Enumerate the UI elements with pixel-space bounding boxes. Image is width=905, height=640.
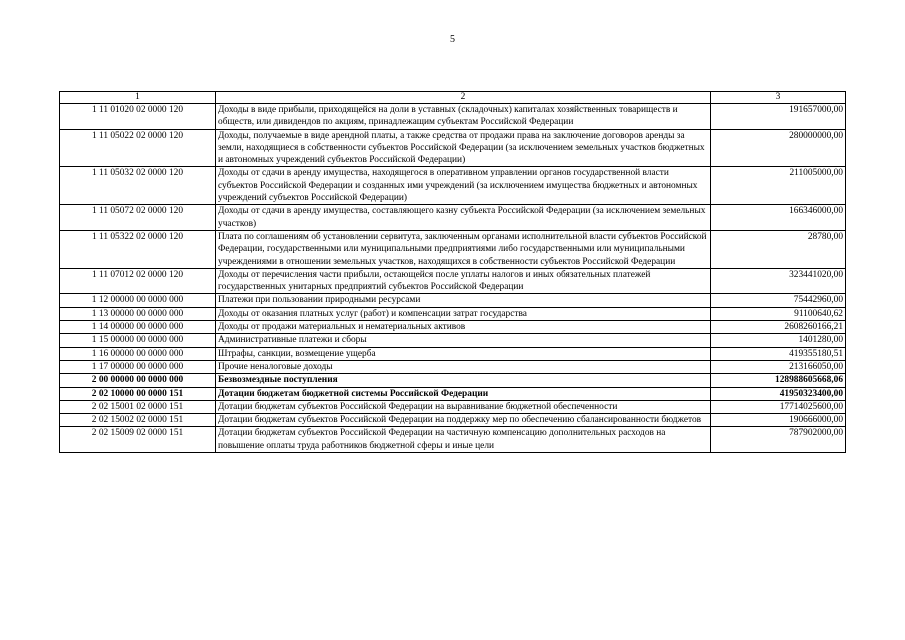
- row-code-cell: 1 13 00000 00 0000 000: [60, 307, 216, 320]
- row-name-cell: Прочие неналоговые доходы: [216, 360, 711, 373]
- row-amount-cell: 17714025600,00: [711, 400, 846, 413]
- table-body: [60, 104, 846, 453]
- row-code-cell: 2 02 15002 02 0000 151: [60, 414, 216, 427]
- row-amount-cell: 75442960,00: [711, 294, 846, 307]
- row-code-cell: 1 17 00000 00 0000 000: [60, 360, 216, 373]
- table-row: [60, 400, 846, 413]
- row-code-cell: 2 02 10000 00 0000 151: [60, 387, 216, 400]
- row-code-cell: 2 00 00000 00 0000 000: [60, 374, 216, 387]
- row-code-cell: 1 16 00000 00 0000 000: [60, 347, 216, 360]
- row-name-cell: Административные платежи и сборы: [216, 334, 711, 347]
- row-amount-cell: 211005000,00: [711, 167, 846, 205]
- row-name-cell: Доходы от сдачи в аренду имущества, находящегося в оперативном управлении органов государственной власти субъектов Российской Федерации и созданных ими учреждений (за исключением имущества бюджетных и автономных учреждений субъектов Российской Федерации): [216, 167, 711, 205]
- table-header-row: [60, 92, 846, 104]
- table-row: [60, 387, 846, 400]
- row-amount-cell: 190666000,00: [711, 414, 846, 427]
- row-amount-cell: 166346000,00: [711, 205, 846, 231]
- row-name-cell: Дотации бюджетам субъектов Российской Федерации на поддержку мер по обеспечению сбалансированности бюджетов: [216, 414, 711, 427]
- row-name-cell: Безвозмездные поступления: [216, 374, 711, 387]
- row-amount-cell: 128988605668,06: [711, 374, 846, 387]
- row-name-cell: Дотации бюджетам субъектов Российской Федерации на частичную компенсацию дополнительных расходов на повышение оплаты труда работников бюджетной сферы и иные цели: [216, 427, 711, 453]
- table-row: [60, 205, 846, 231]
- table-row: [60, 374, 846, 387]
- row-amount-cell: 280000000,00: [711, 129, 846, 167]
- row-code-cell: 2 02 15001 02 0000 151: [60, 400, 216, 413]
- row-name-cell: Доходы, получаемые в виде арендной платы, а также средства от продажи права на заключение договоров аренды за земли, находящиеся в собственности субъектов Российской Федерации (за исключением земельных участков бюджетных и автономных учреждений субъектов Российской Федерации): [216, 129, 711, 167]
- column-header-amount: 3: [711, 92, 846, 104]
- row-code-cell: 1 11 05322 02 0000 120: [60, 230, 216, 268]
- table-row: [60, 427, 846, 453]
- column-header-code: 1: [60, 92, 216, 104]
- row-code-cell: 1 11 07012 02 0000 120: [60, 268, 216, 294]
- row-name-cell: Дотации бюджетам субъектов Российской Федерации на выравнивание бюджетной обеспеченности: [216, 400, 711, 413]
- row-amount-cell: 1401280,00: [711, 334, 846, 347]
- column-header-name: 2: [216, 92, 711, 104]
- row-amount-cell: 191657000,00: [711, 104, 846, 130]
- row-name-cell: Платежи при пользовании природными ресурсами: [216, 294, 711, 307]
- table-row: [60, 268, 846, 294]
- row-code-cell: 2 02 15009 02 0000 151: [60, 427, 216, 453]
- row-amount-cell: 91100640,62: [711, 307, 846, 320]
- table-row: [60, 129, 846, 167]
- row-name-cell: Штрафы, санкции, возмещение ущерба: [216, 347, 711, 360]
- row-code-cell: 1 11 05022 02 0000 120: [60, 129, 216, 167]
- table-row: [60, 414, 846, 427]
- row-code-cell: 1 15 00000 00 0000 000: [60, 334, 216, 347]
- row-amount-cell: 213166050,00: [711, 360, 846, 373]
- row-name-cell: Доходы от продажи материальных и нематериальных активов: [216, 321, 711, 334]
- table-row: [60, 347, 846, 360]
- table-row: [60, 167, 846, 205]
- row-amount-cell: 41950323400,00: [711, 387, 846, 400]
- row-code-cell: 1 11 01020 02 0000 120: [60, 104, 216, 130]
- row-amount-cell: 419355180,51: [711, 347, 846, 360]
- revenue-table: [59, 91, 846, 453]
- page-number: 5: [450, 34, 455, 45]
- row-name-cell: Доходы в виде прибыли, приходящейся на доли в уставных (складочных) капиталах хозяйственных товариществ и обществ, или дивидендов по акциям, принадлежащим субъектам Российской Федерации: [216, 104, 711, 130]
- table-row: [60, 104, 846, 130]
- row-amount-cell: 787902000,00: [711, 427, 846, 453]
- row-name-cell: Дотации бюджетам бюджетной системы Российской Федерации: [216, 387, 711, 400]
- table-row: [60, 294, 846, 307]
- table-row: [60, 321, 846, 334]
- row-name-cell: Доходы от сдачи в аренду имущества, составляющего казну субъекта Российской Федерации (за исключением земельных участков): [216, 205, 711, 231]
- table-row: [60, 230, 846, 268]
- row-code-cell: 1 11 05072 02 0000 120: [60, 205, 216, 231]
- row-name-cell: Доходы от оказания платных услуг (работ) и компенсации затрат государства: [216, 307, 711, 320]
- row-code-cell: 1 14 00000 00 0000 000: [60, 321, 216, 334]
- row-code-cell: 1 12 00000 00 0000 000: [60, 294, 216, 307]
- row-code-cell: 1 11 05032 02 0000 120: [60, 167, 216, 205]
- table-row: [60, 334, 846, 347]
- table-row: [60, 360, 846, 373]
- row-amount-cell: 323441020,00: [711, 268, 846, 294]
- table-row: [60, 307, 846, 320]
- row-amount-cell: 28780,00: [711, 230, 846, 268]
- row-name-cell: Плата по соглашениям об установлении сервитута, заключенным органами исполнительной власти субъектов Российской Федерации, государственными или муниципальными предприятиями либо государственными или муниципальными учреждениями в отношении земельных участков, находящихся в собственности субъектов Российской Федерации: [216, 230, 711, 268]
- row-amount-cell: 2608260166,21: [711, 321, 846, 334]
- row-name-cell: Доходы от перечисления части прибыли, остающейся после уплаты налогов и иных обязательных платежей государственных унитарных предприятий субъектов Российской Федерации: [216, 268, 711, 294]
